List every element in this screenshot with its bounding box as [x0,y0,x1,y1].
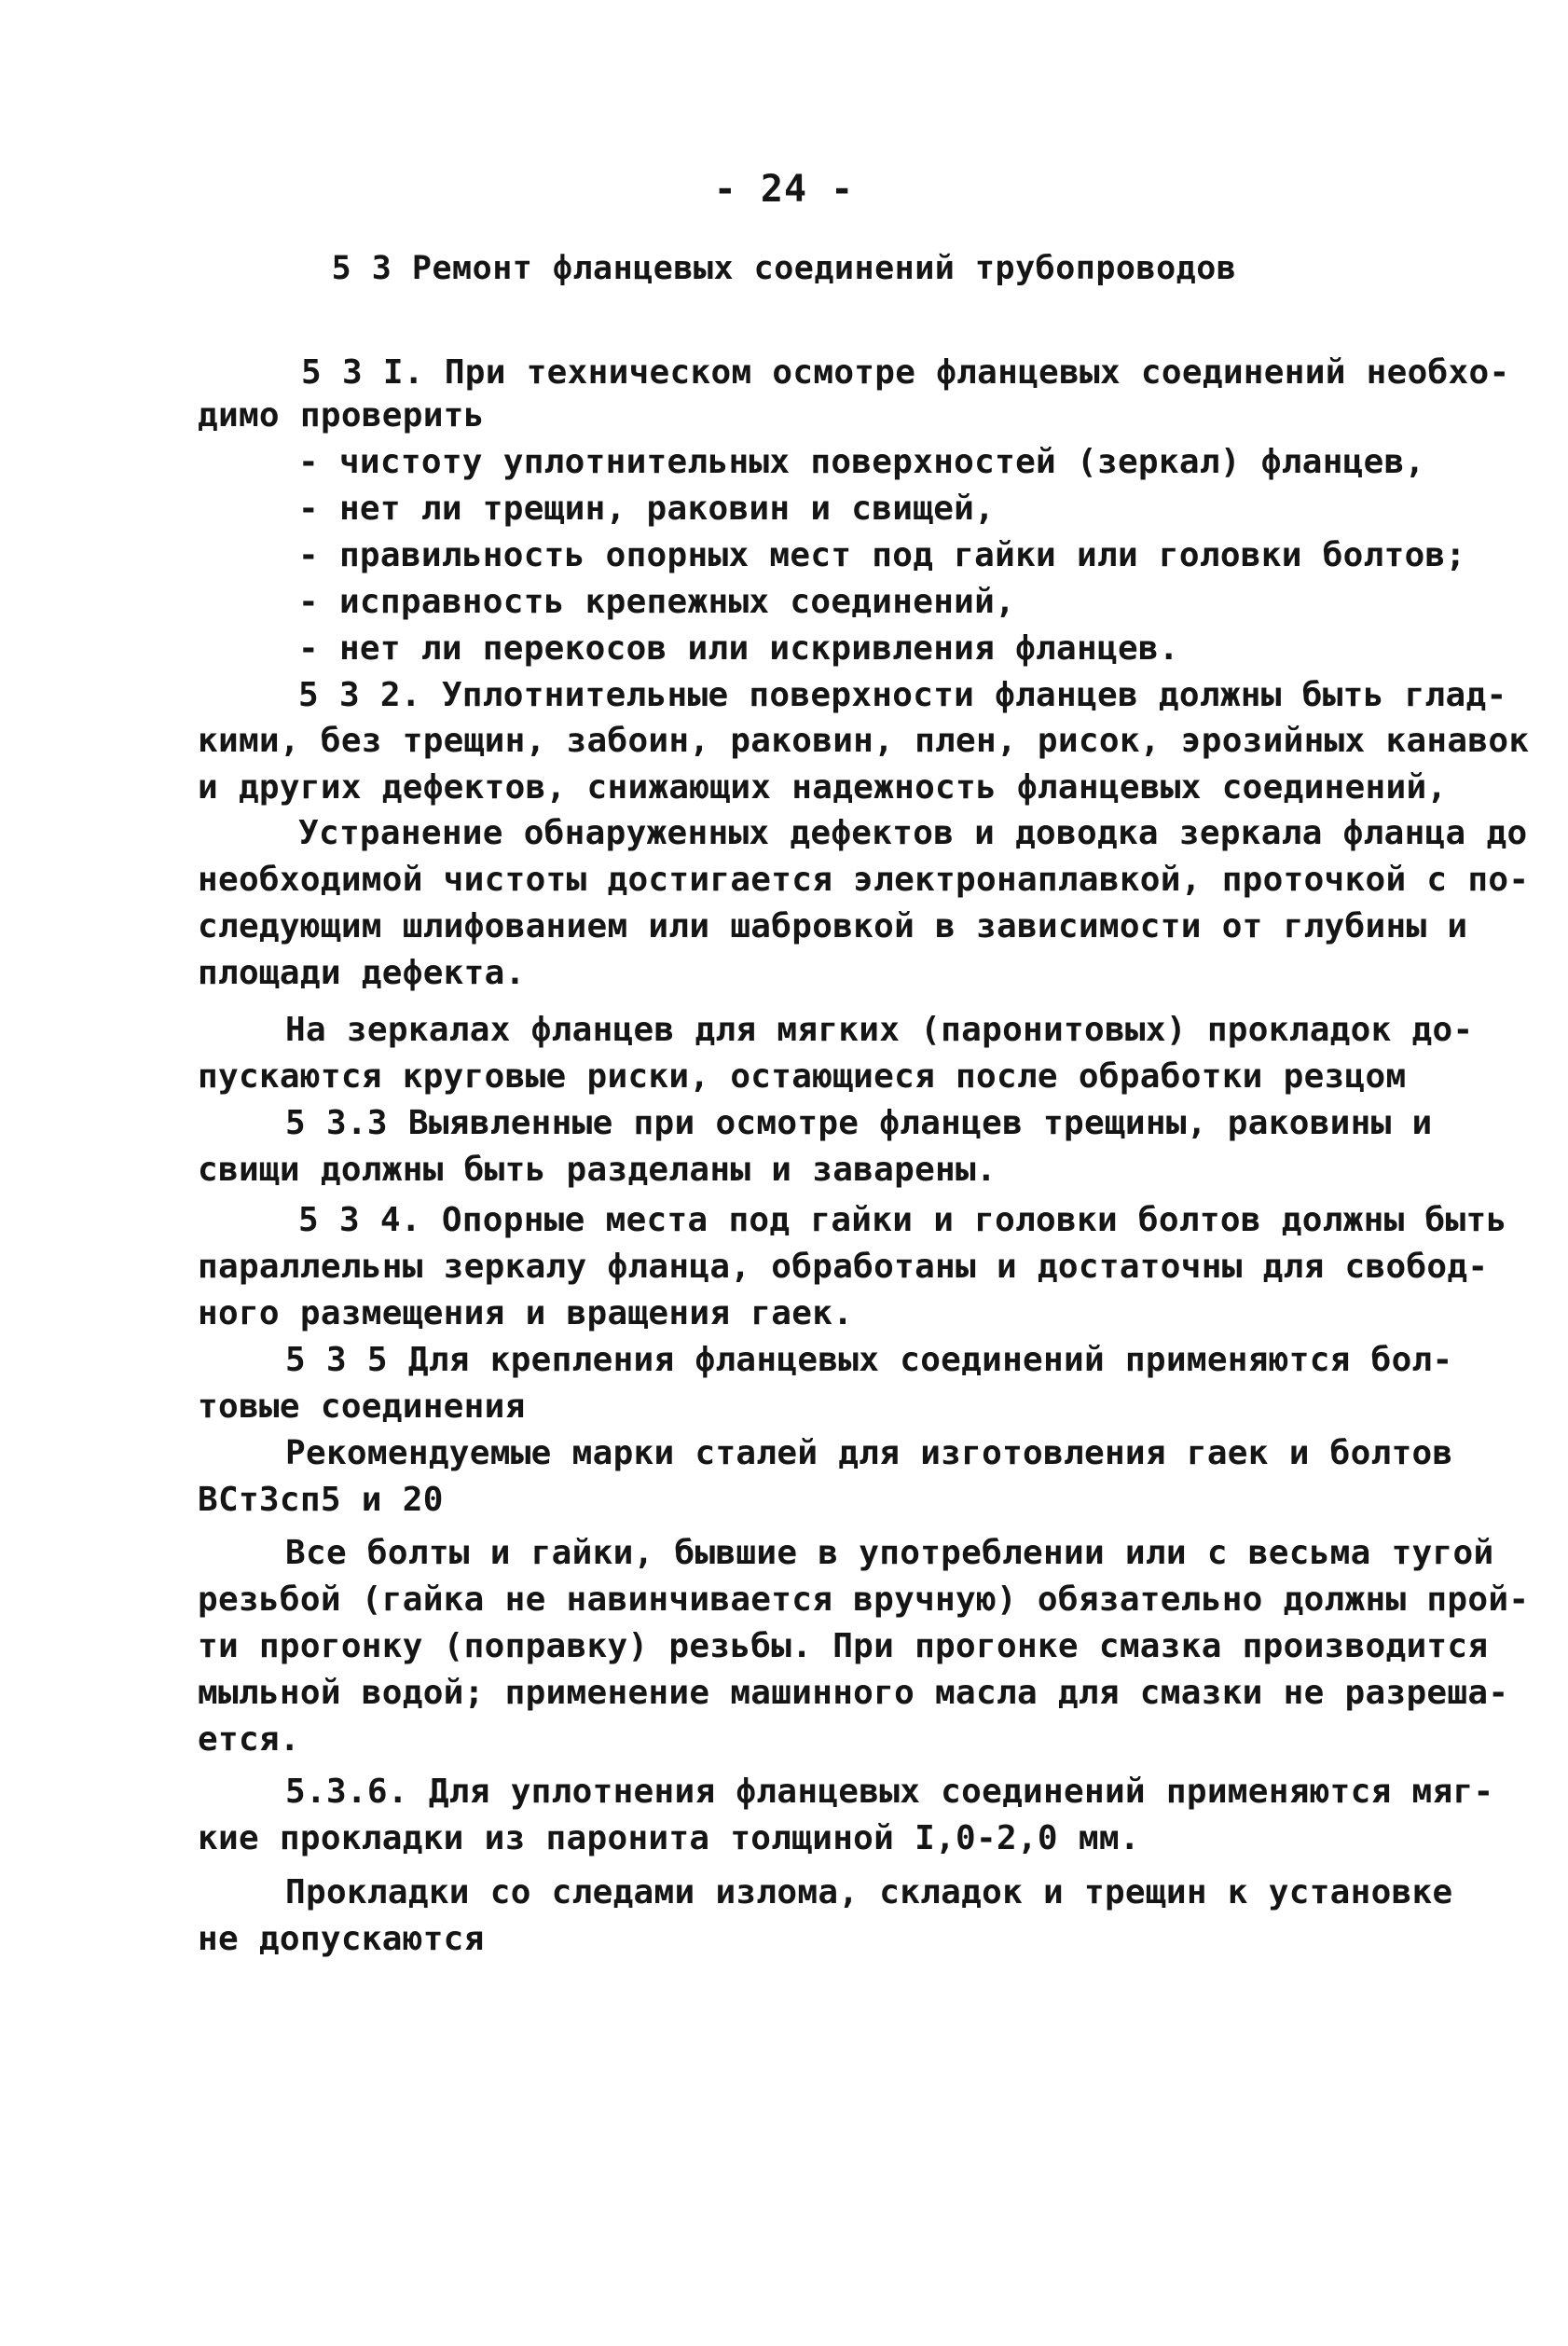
text-line: димо проверить [198,396,485,435]
text-line: 5.3.6. Для уплотнения фланцевых соединений применяются мяг- [285,1773,1494,1811]
text-line: свищи должны быть разделаны и заварены. [198,1151,997,1189]
list-item: - правильность опорных мест под гайки или головки болтов; [298,536,1466,574]
text-line: параллельны зеркалу фланца, обработаны и достаточны для свобод- [198,1248,1489,1286]
text-line: 5 3 4. Опорные места под гайки и головки болтов должны быть [298,1201,1507,1239]
text-line: и других дефектов, снижающих надежность фланцевых соединений, [198,768,1448,807]
text-line: Прокладки со следами излома, складок и трещин к установке [285,1873,1453,1911]
text-line: кие прокладки из паронита толщиной I,0-2,0 мм. [198,1819,1140,1857]
page-number: - 24 - [713,168,855,211]
text-line: ти прогонку (поправку) резьбы. При прогонке смазка производится [198,1627,1489,1665]
text-line: пускаются круговые риски, остающиеся после обработки резцом [198,1057,1407,1096]
text-line: 5 3.3 Выявленные при осмотре фланцев трещины, раковины и [285,1104,1433,1142]
text-line: 5 3 I. При техническом осмотре фланцевых соединений необхо- [301,353,1510,392]
text-line: ВСт3сп5 и 20 [198,1481,444,1519]
text-line: не допускаются [198,1920,485,1958]
text-line: площади дефекта. [198,954,526,992]
text-line: Рекомендуемые марки сталей для изготовления гаек и болтов [285,1434,1453,1472]
text-line: ного размещения и вращения гаек. [198,1294,854,1332]
text-line: необходимой чистоты достигается электронаплавкой, проточкой с по- [198,861,1530,899]
text-line: Устранение обнаруженных дефектов и доводка зеркала фланца до [298,814,1528,852]
text-line: резьбой (гайка не навинчивается вручную) обязательно должны прой- [198,1580,1530,1619]
text-line: мыльной водой; применение машинного масла для смазки не разреша- [198,1674,1509,1712]
text-line: На зеркалах фланцев для мягких (паронитовых) прокладок до- [285,1011,1474,1049]
list-item: - нет ли перекосов или искривления фланцев. [298,629,1179,668]
text-line: 5 3 5 Для крепления фланцевых соединений применяются бол- [285,1341,1453,1379]
list-item: - исправность крепежных соединений, [298,583,1016,621]
text-line: ется. [198,1720,300,1759]
list-item: - чистоту уплотнительных поверхностей (зеркал) фланцев, [298,443,1425,481]
section-heading: 5 3 Ремонт фланцевых соединений трубопроводов [331,250,1237,287]
list-item: - нет ли трещин, раковин и свищей, [298,490,996,528]
text-line: следующим шлифованием или шабровкой в зависимости от глубины и [198,907,1468,945]
text-line: товые соединения [198,1387,526,1426]
text-line: кими, без трещин, забоин, раковин, плен, рисок, эрозийных канавок [198,722,1530,760]
text-line: Все болты и гайки, бывшие в употреблении или с весьма тугой [285,1534,1494,1572]
text-line: 5 3 2. Уплотнительные поверхности фланцев должны быть глад- [298,676,1507,714]
